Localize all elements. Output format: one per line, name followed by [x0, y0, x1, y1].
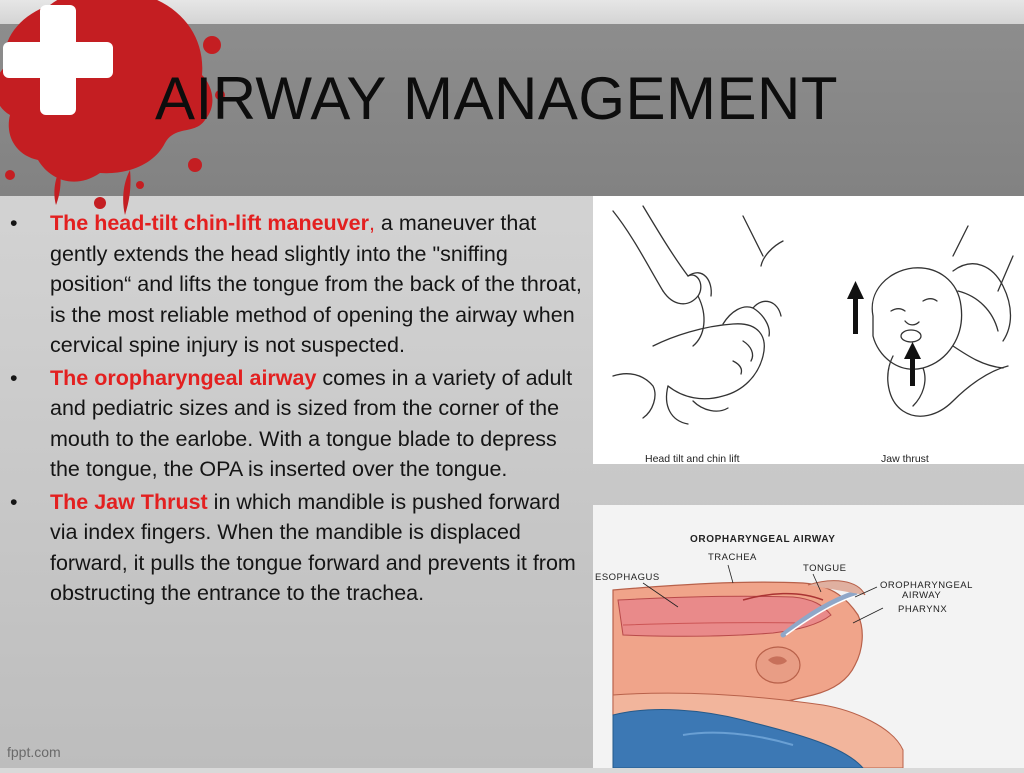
diagram-title: OROPHARYNGEAL AIRWAY: [690, 534, 836, 545]
airway-diagram: [593, 505, 1024, 768]
label-oropharyngeal-airway: [880, 581, 973, 601]
label-esophagus: ESOPHAGUS: [595, 572, 660, 583]
label-pharynx: PHARYNX: [898, 604, 948, 615]
bullet-marker: •: [10, 489, 18, 514]
bullet-term: The Jaw Thrust: [50, 489, 208, 514]
slide-title: AIRWAY MANAGEMENT: [155, 65, 839, 132]
label-tongue: TONGUE: [803, 563, 847, 574]
bullet-term: The oropharyngeal airway: [50, 365, 317, 390]
bullet-term: The head-tilt chin-lift maneuver: [50, 211, 369, 235]
bullet-text: comes in a variety of adult and pediatric sizes and is sized from the corner of the mouth to the earlobe. With a tongue blade to depress the tongue, the OPA is inserted over the tongue.: [50, 365, 573, 481]
caption-jaw-thrust: Jaw thrust: [881, 453, 929, 465]
bullet-head-tilt: [10, 208, 585, 361]
bullet-list: [10, 208, 585, 611]
bullet-jaw-thrust: [10, 487, 585, 609]
bullet-oropharyngeal: [10, 363, 585, 485]
bullet-term-suffix: ,: [368, 211, 375, 235]
footer-brand: fppt.com: [7, 744, 61, 760]
maneuver-illustration: [593, 196, 1024, 464]
caption-head-tilt: Head tilt and chin lift: [645, 453, 740, 465]
bullet-marker: •: [10, 365, 18, 390]
bullet-text: in which mandible is pushed forward via index fingers. When the mandible is displaced forward, it pulls the tongue forward and prevents it from obstructing the entrance to the trachea.: [50, 489, 576, 605]
bullet-marker: •: [10, 211, 18, 235]
label-airway-line2: AIRWAY: [902, 590, 942, 601]
bullet-text: a maneuver that gently extends the head slightly into the "sniffing position“ and lifts the tongue from the back of the throat, is the most reliable method of opening the airway when cervical spine injury is not suspected.: [50, 211, 582, 357]
label-trachea: TRACHEA: [708, 552, 757, 563]
label-airway-line1: OROPHARYNGEAL: [880, 580, 973, 591]
maneuver-drawing: [593, 196, 1024, 464]
